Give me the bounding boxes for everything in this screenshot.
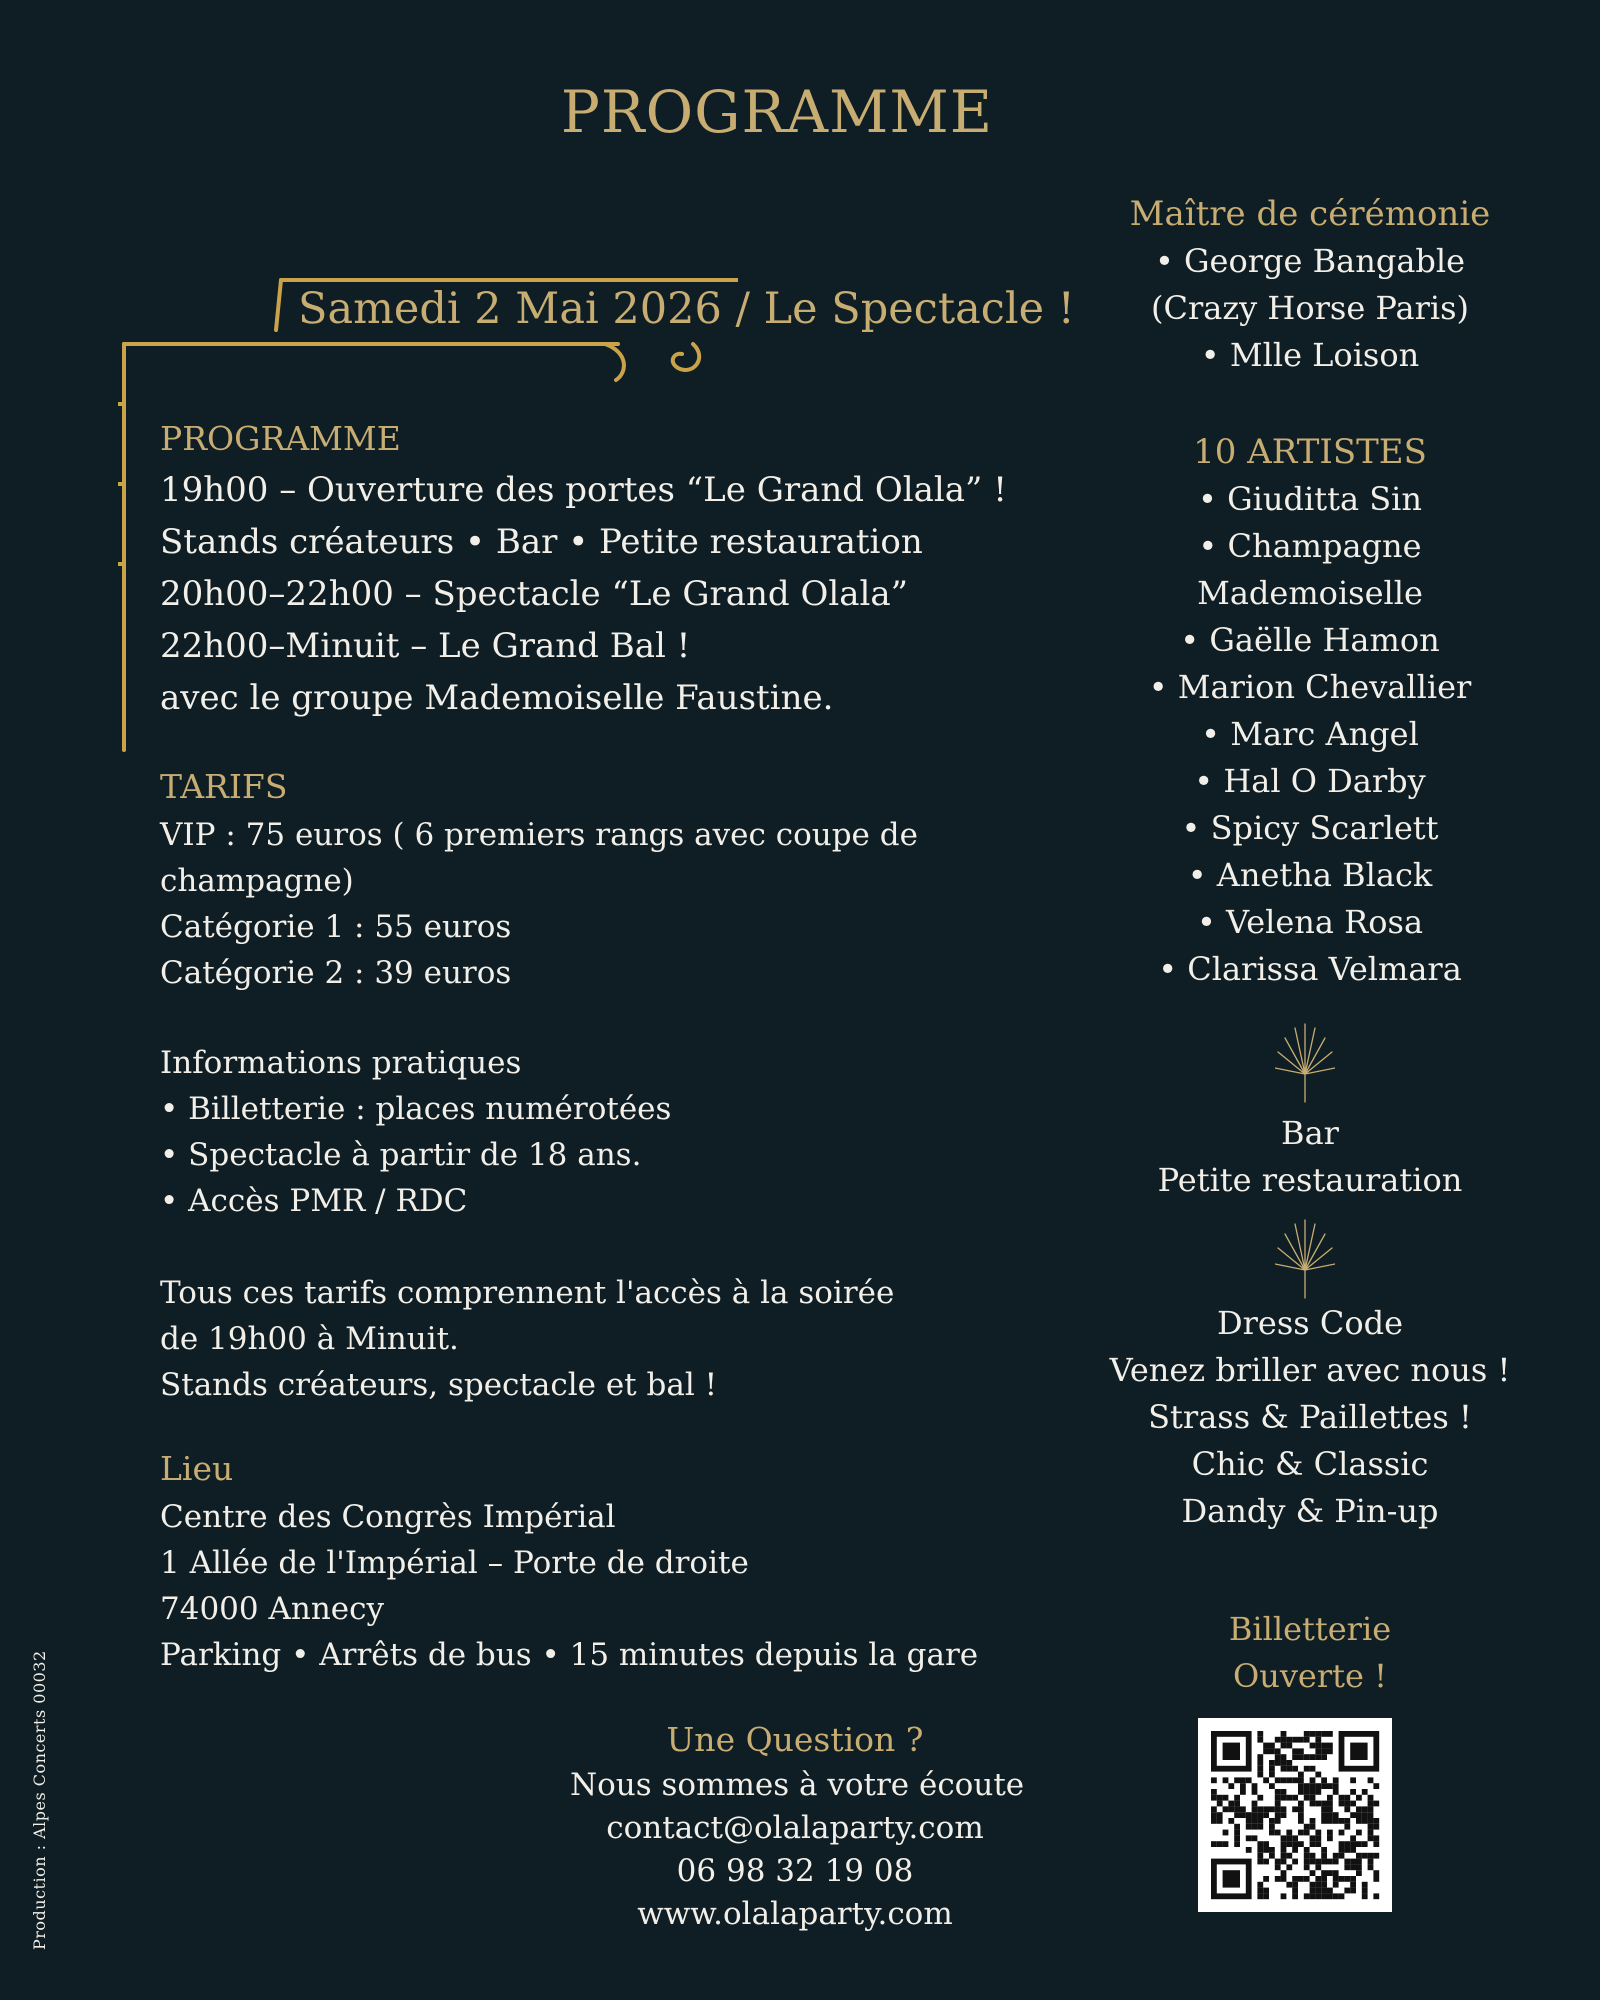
contact-website[interactable]: www.olalaparty.com xyxy=(637,1896,953,1932)
venue-line: Parking • Arrêts de bus • 15 minutes depuis la gare xyxy=(160,1637,979,1673)
venue-label: Lieu xyxy=(160,1449,234,1488)
tarifs-label: TARIFS xyxy=(160,767,288,806)
dress-code-line: Venez briller avec nous ! xyxy=(1109,1351,1511,1389)
tarifs-section xyxy=(160,762,980,996)
artists-label: 10 ARTISTES xyxy=(1193,432,1427,472)
programme-line: avec le groupe Mademoiselle Faustine. xyxy=(160,678,834,718)
dress-code-section xyxy=(1090,1300,1530,1535)
art-deco-fan-icon xyxy=(1275,1218,1335,1300)
artist-line: • Marion Chevallier xyxy=(1148,668,1472,706)
venue-line: 1 Allée de l'Impérial – Porte de droite xyxy=(160,1545,749,1581)
condition-line: Tous ces tarifs comprennent l'accès à la soirée xyxy=(160,1275,895,1311)
dress-code-line: Chic & Classic xyxy=(1191,1445,1429,1483)
event-date-heading: Samedi 2 Mai 2026 / Le Spectacle ! xyxy=(298,284,1075,334)
bar-line: Petite restauration xyxy=(1157,1161,1463,1199)
dress-code-line: Strass & Paillettes ! xyxy=(1148,1398,1472,1436)
artists-section xyxy=(1090,428,1530,993)
tarif-line: Catégorie 2 : 39 euros xyxy=(160,955,512,991)
ceremony-section xyxy=(1090,190,1530,379)
ticketing-line: Ouverte ! xyxy=(1233,1657,1387,1695)
artist-line: • Anetha Black xyxy=(1187,856,1433,894)
bar-line: Bar xyxy=(1281,1114,1339,1152)
artist-line: • Gaëlle Hamon xyxy=(1180,621,1440,659)
dress-code-line: Dress Code xyxy=(1216,1304,1404,1342)
conditions-section xyxy=(160,1270,980,1408)
info-line: • Spectacle à partir de 18 ans. xyxy=(160,1137,642,1173)
condition-line: Stands créateurs, spectacle et bal ! xyxy=(160,1367,718,1403)
contact-phone[interactable]: 06 98 32 19 08 xyxy=(676,1853,914,1889)
production-credit: Production : Alpes Concerts 00032 xyxy=(30,1650,49,1950)
artist-line: • Spicy Scarlett xyxy=(1181,809,1439,847)
ceremony-line: • George Bangable xyxy=(1154,242,1466,280)
condition-line: de 19h00 à Minuit. xyxy=(160,1321,459,1357)
practical-info-section xyxy=(160,1040,980,1224)
dress-code-line: Dandy & Pin-up xyxy=(1181,1492,1439,1530)
ticketing-section xyxy=(1090,1606,1530,1700)
venue-section xyxy=(160,1444,980,1678)
venue-line: 74000 Annecy xyxy=(160,1591,385,1627)
artist-line: • Velena Rosa xyxy=(1196,903,1424,941)
page-title: PROGRAMME xyxy=(560,78,994,146)
ticketing-line: Billetterie xyxy=(1228,1610,1392,1648)
contact-label: Une Question ? xyxy=(666,1720,924,1759)
info-line: • Billetterie : places numérotées xyxy=(160,1091,672,1127)
artist-line: • Champagne xyxy=(1198,527,1422,565)
venue-line: Centre des Congrès Impérial xyxy=(160,1499,616,1535)
artist-line: • Marc Angel xyxy=(1201,715,1419,753)
programme-line: 19h00 – Ouverture des portes “Le Grand Olala” ! xyxy=(160,470,1007,510)
contact-section xyxy=(570,1716,1025,1936)
bar-section xyxy=(1090,1110,1530,1204)
info-heading: Informations pratiques xyxy=(160,1045,522,1081)
artist-line: • Giuditta Sin xyxy=(1198,480,1422,518)
contact-line: Nous sommes à votre écoute xyxy=(570,1767,1025,1803)
programme-section xyxy=(160,414,1007,724)
programme-line: 20h00–22h00 – Spectacle “Le Grand Olala” xyxy=(160,574,909,614)
ceremony-line: (Crazy Horse Paris) xyxy=(1150,289,1470,327)
artist-line: Mademoiselle xyxy=(1197,574,1423,612)
programme-label: PROGRAMME xyxy=(160,419,401,458)
ticketing-qr-code[interactable] xyxy=(1198,1718,1392,1912)
artist-line: • Clarissa Velmara xyxy=(1158,950,1462,988)
tarif-line: Catégorie 1 : 55 euros xyxy=(160,909,512,945)
tarif-line: VIP : 75 euros ( 6 premiers rangs avec coupe de xyxy=(160,817,918,853)
ceremony-line: • Mlle Loison xyxy=(1200,336,1420,374)
contact-email[interactable]: contact@olalaparty.com xyxy=(606,1810,984,1846)
programme-line: Stands créateurs • Bar • Petite restauration xyxy=(160,522,923,562)
tarif-line: champagne) xyxy=(160,863,354,899)
info-line: • Accès PMR / RDC xyxy=(160,1183,468,1219)
ceremony-label: Maître de cérémonie xyxy=(1129,194,1491,234)
programme-line: 22h00–Minuit – Le Grand Bal ! xyxy=(160,626,691,666)
art-deco-fan-icon xyxy=(1275,1022,1335,1104)
artist-line: • Hal O Darby xyxy=(1194,762,1426,800)
